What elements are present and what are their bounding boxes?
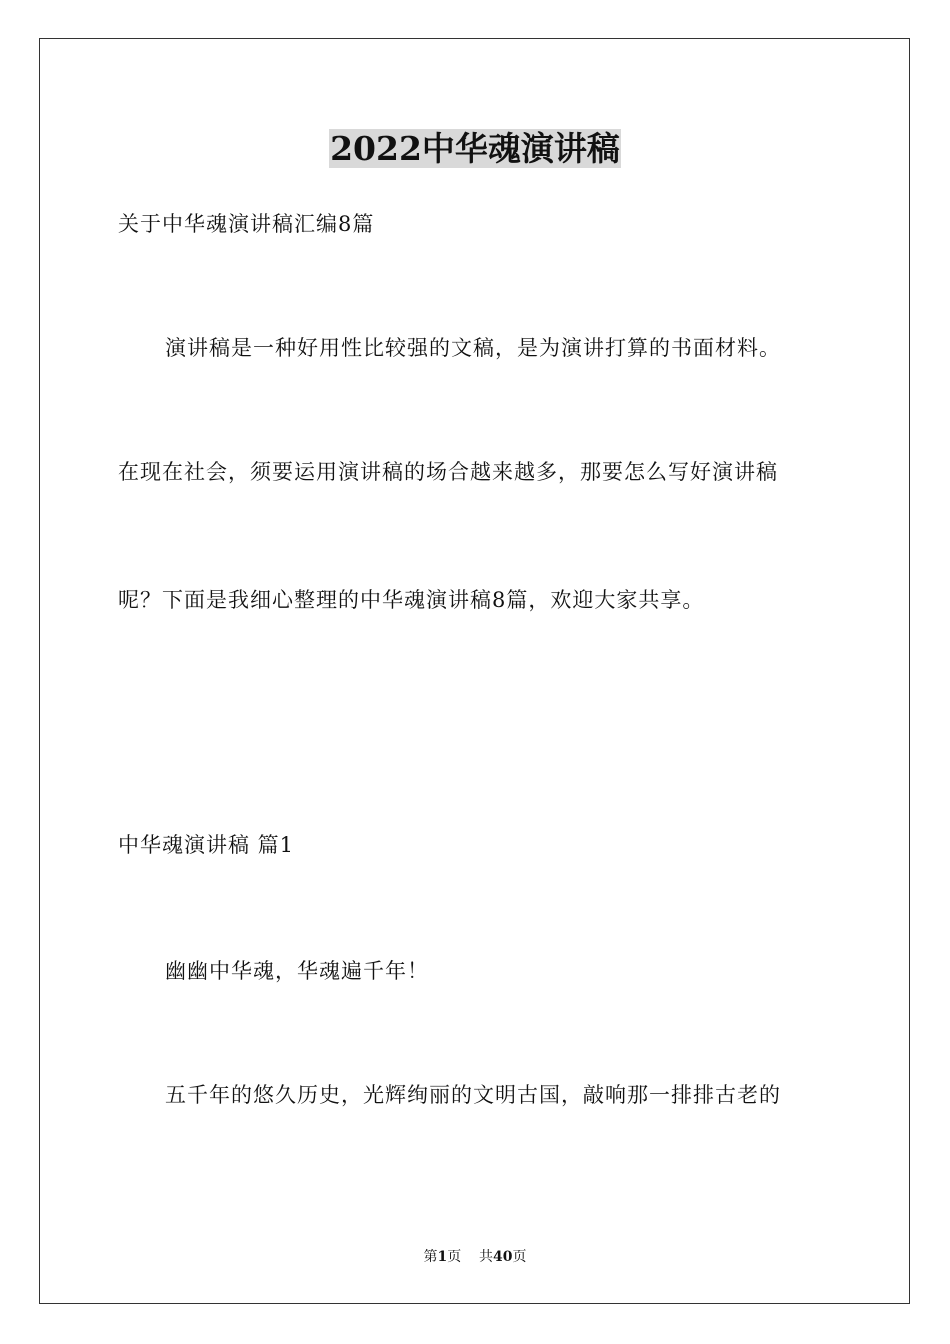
total-suffix: 页	[512, 1249, 527, 1265]
intro-paragraph-line-3: 呢？下面是我细心整理的中华魂演讲稿8篇，欢迎大家共享。	[118, 588, 705, 612]
total-pages: 40	[493, 1249, 513, 1265]
intro-paragraph-line-1: 演讲稿是一种好用性比较强的文稿，是为演讲打算的书面材料。	[165, 336, 781, 360]
page-number: 1	[437, 1249, 448, 1265]
document-title-text: 2022中华魂演讲稿	[330, 129, 620, 168]
intro-paragraph-line-2: 在现在社会，须要运用演讲稿的场合越来越多，那要怎么写好演讲稿	[118, 460, 778, 484]
document-subtitle: 关于中华魂演讲稿汇编8篇	[118, 212, 375, 236]
page-prefix: 第	[423, 1249, 438, 1265]
body-paragraph-line-1: 幽幽中华魂，华魂遍千年！	[165, 959, 429, 983]
document-title	[0, 128, 950, 170]
section-heading: 中华魂演讲稿 篇1	[118, 833, 295, 857]
total-prefix: 共	[479, 1249, 494, 1265]
page-suffix: 页	[447, 1249, 462, 1265]
page-footer	[0, 1247, 950, 1267]
body-paragraph-line-2: 五千年的悠久历史，光辉绚丽的文明古国，敲响那一排排古老的	[165, 1083, 781, 1107]
